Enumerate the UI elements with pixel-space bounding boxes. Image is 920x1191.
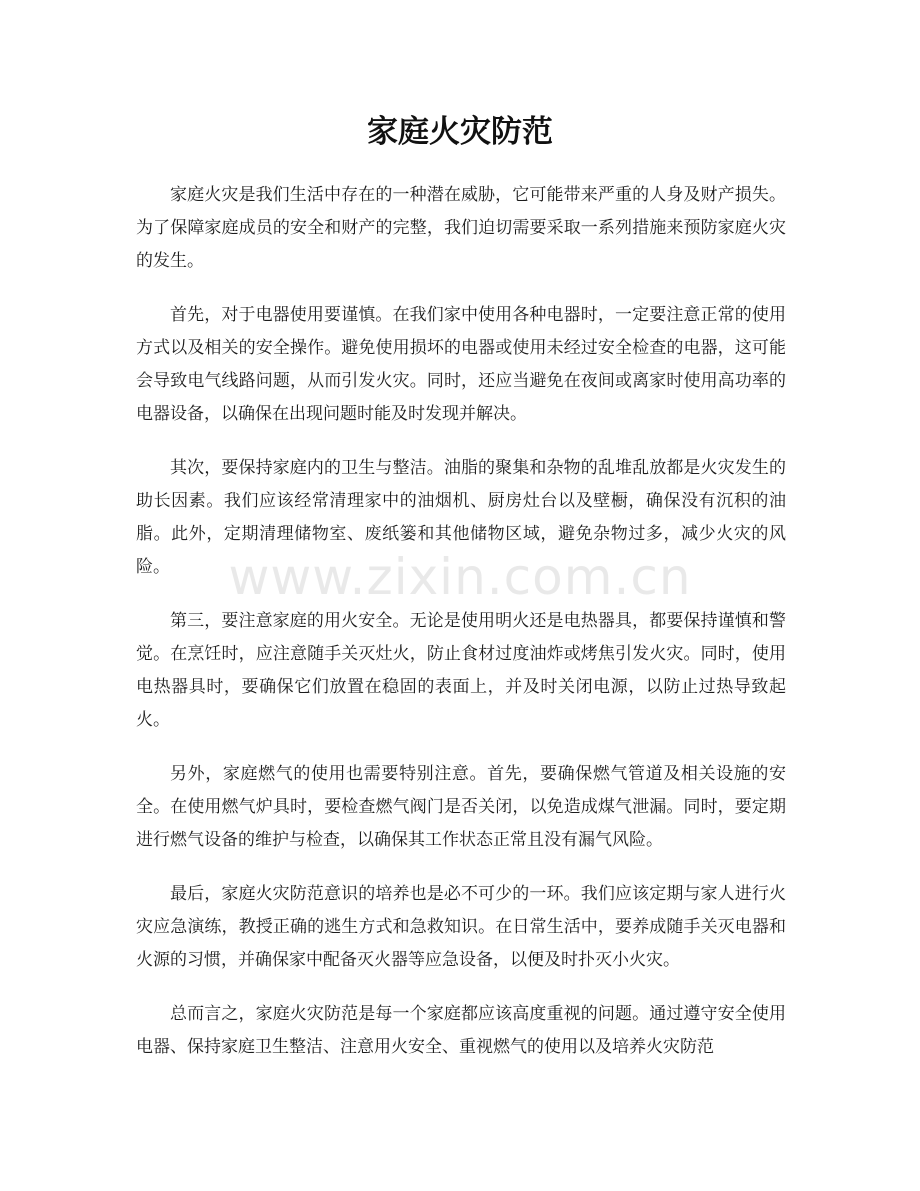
paragraph-intro: 家庭火灾是我们生活中存在的一种潜在威胁，它可能带来严重的人身及财产损失。为了保障家庭成员的安全和财产的完整，我们迫切需要采取一系列措施来预防家庭火灾的发生。 <box>136 185 786 271</box>
paragraph-gas: 另外，家庭燃气的使用也需要特别注意。首先，要确保燃气管道及相关设施的安全。在使用燃气炉具时，要检查燃气阀门是否关闭，以免造成煤气泄漏。同时，要定期进行燃气设备的维护与检查，以确保其工作状态正常且没有漏气风险。 <box>136 764 786 850</box>
document-title: 家庭火灾防范 <box>367 114 553 150</box>
paragraph-hygiene: 其次，要保持家庭内的卫生与整洁。油脂的聚集和杂物的乱堆乱放都是火灾发生的助长因素。我们应该经常清理家中的油烟机、厨房灶台以及壁橱，确保没有沉积的油脂。此外，定期清理储物室、废纸篓和其他储物区域，避免杂物过多，减少火灾的风险。 <box>136 458 786 577</box>
document-body <box>136 179 786 1085</box>
paragraph-awareness: 最后，家庭火灾防范意识的培养也是必不可少的一环。我们应该定期与家人进行火灾应急演练，教授正确的逃生方式和急救知识。在日常生活中，要养成随手关灭电器和火源的习惯，并确保家中配备灭火器等应急设备，以便及时扑灭小火灾。 <box>136 884 786 970</box>
paragraph-summary: 总而言之，家庭火灾防范是每一个家庭都应该高度重视的问题。通过遵守安全使用电器、保持家庭卫生整洁、注意用火安全、重视燃气的使用以及培养火灾防范 <box>136 1004 786 1057</box>
paragraph-fire-use: 第三，要注意家庭的用火安全。无论是使用明火还是电热器具，都要保持谨慎和警觉。在烹饪时，应注意随手关灭灶火，防止食材过度油炸或烤焦引发火灾。同时，使用电热器具时，要确保它们放置在稳固的表面上，并及时关闭电源，以防止过热导致起火。 <box>136 611 786 730</box>
watermark: www.zixin.com.cn <box>228 548 692 606</box>
paragraph-electrical: 首先，对于电器使用要谨慎。在我们家中使用各种电器时，一定要注意正常的使用方式以及相关的安全操作。避免使用损坏的电器或使用未经过安全检查的电器，这可能会导致电气线路问题，从而引发火灾。同时，还应当避免在夜间或离家时使用高功率的电器设备，以确保在出现问题时能及时发现并解决。 <box>136 305 786 424</box>
